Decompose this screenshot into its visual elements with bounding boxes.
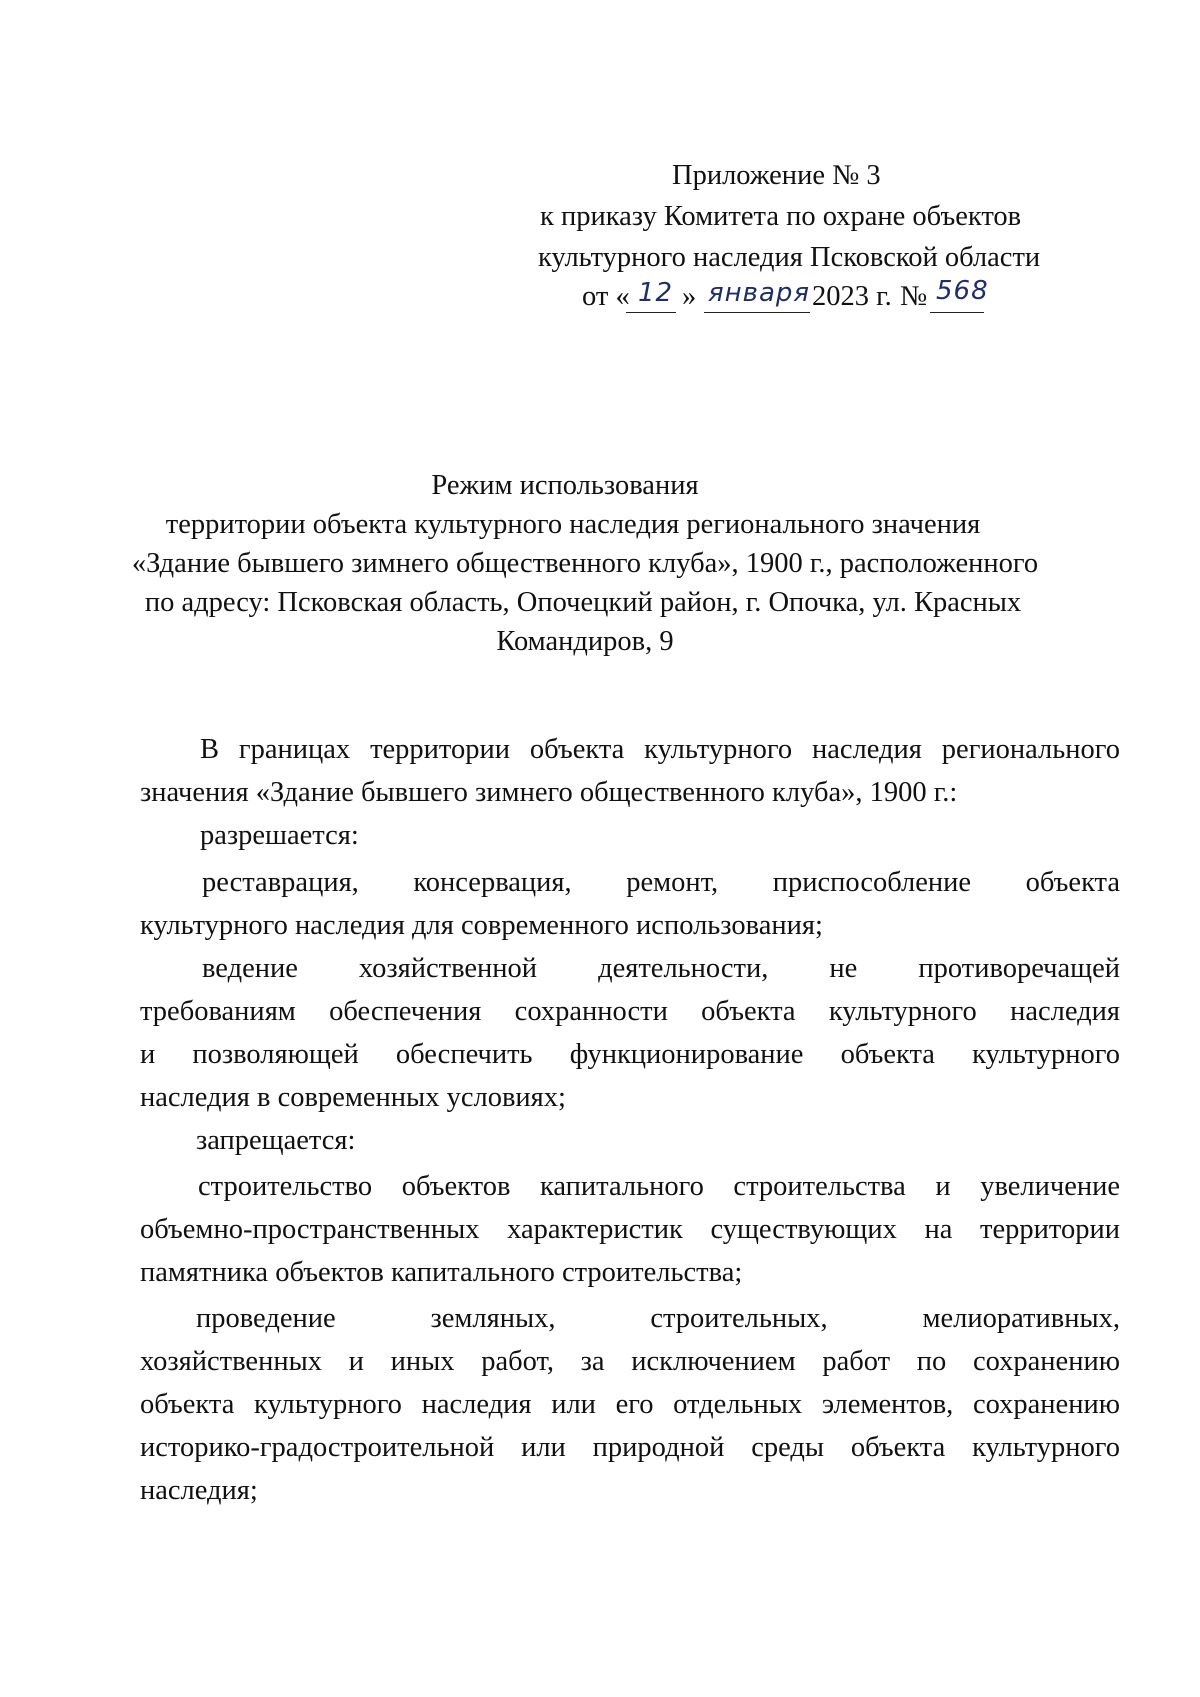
paragraph-line: и позволяющей обеспечить функционирование объекта культурного [140,1039,1120,1070]
quote-close: » [682,281,697,312]
paragraph-line: значения «Здание бывшего зимнего общественного клуба», 1900 г.: [140,777,958,808]
month-underline [704,312,810,313]
document-title: Режим использования [431,470,699,501]
paragraph-line: ведение хозяйственной деятельности, не противоречащей [202,953,1120,984]
paragraph-line: хозяйственных и иных работ, за исключением работ по сохранению [140,1346,1120,1377]
title-line-2: территории объекта культурного наследия регионального значения [165,509,981,540]
title-line-5: Командиров, 9 [496,626,674,657]
paragraph-line: проведение земляных, строительных, мелиоративных, [196,1303,1120,1334]
forbidden-heading: запрещается: [196,1125,356,1156]
day-underline [626,312,676,313]
title-line-4: по адресу: Псковская область, Опочецкий район, г. Опочка, ул. Красных [144,587,1022,618]
handwritten-day: 12 [638,278,674,308]
paragraph-line: объекта культурного наследия или его отдельных элементов, сохранению [140,1389,1120,1420]
allowed-heading: разрешается: [200,820,359,851]
paragraph-line: наследия; [140,1475,258,1506]
paragraph-line: требованиям обеспечения сохранности объекта культурного наследия [140,996,1120,1027]
date-prefix: от « [582,281,630,312]
paragraph-line: В границах территории объекта культурного наследия регионального [200,734,1120,765]
number-label: № [900,281,928,312]
handwritten-number: 568 [936,276,989,306]
paragraph-line: реставрация, консервация, ремонт, приспособление объекта [202,867,1120,898]
paragraph-line: объемно-пространственных характеристик существующих на территории [140,1214,1120,1245]
handwritten-month: января [708,278,811,308]
appendix-title: Приложение № 3 [672,160,881,191]
paragraph-line: культурного наследия для современного использования; [140,910,823,941]
paragraph-line: памятника объектов капитального строительства; [140,1257,743,1288]
paragraph-line: строительство объектов капитального строительства и увеличение [198,1171,1120,1202]
paragraph-line: историко-градостроительной или природной среды объекта культурного [140,1432,1120,1463]
title-line-3: «Здание бывшего зимнего общественного клуба», 1900 г., расположенного [131,548,1039,579]
document-body [140,728,1120,1512]
number-underline [930,312,984,313]
order-reference-line: к приказу Комитета по охране объектов [540,201,1022,232]
date-year: 2023 г. [812,281,892,312]
paragraph-line: наследия в современных условиях; [140,1082,566,1113]
committee-name-line: культурного наследия Псковской области [538,242,1041,273]
